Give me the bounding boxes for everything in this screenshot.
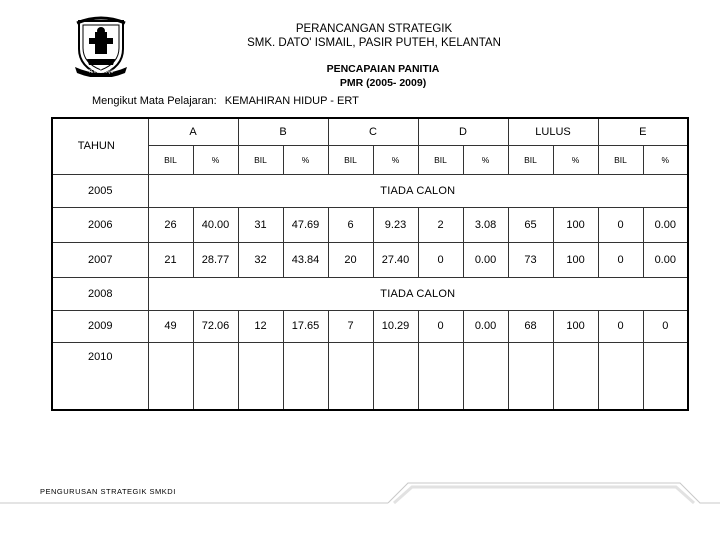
b-pct-cell: 47.69 xyxy=(283,207,328,242)
a-bil-cell: 21 xyxy=(148,242,193,277)
year-cell: 2009 xyxy=(52,310,148,342)
table-row xyxy=(52,310,688,342)
lulus-pct-cell: 100 xyxy=(553,207,598,242)
c-pct-cell: 27.40 xyxy=(373,242,418,277)
lulus-pct-cell: 100 xyxy=(553,242,598,277)
empty-cell xyxy=(508,342,553,410)
subheader-pct: % xyxy=(283,145,328,174)
d-bil-cell: 0 xyxy=(418,310,463,342)
year-cell: 2007 xyxy=(52,242,148,277)
table-row xyxy=(52,174,688,207)
lulus-bil-cell: 73 xyxy=(508,242,553,277)
subheader-row xyxy=(52,145,688,174)
table-row xyxy=(52,342,688,410)
c-pct-cell: 10.29 xyxy=(373,310,418,342)
b-bil-cell: 31 xyxy=(238,207,283,242)
grade-header-lulus: LULUS xyxy=(508,118,598,145)
subheader-pct: % xyxy=(643,145,688,174)
grade-header-b: B xyxy=(238,118,328,145)
empty-cell xyxy=(373,342,418,410)
year-cell: 2005 xyxy=(52,174,148,207)
b-pct-cell: 17.65 xyxy=(283,310,328,342)
table-row xyxy=(52,242,688,277)
subheader-bil: BIL xyxy=(238,145,283,174)
empty-cell xyxy=(238,342,283,410)
e-pct-cell: 0 xyxy=(643,310,688,342)
year-header: TAHUN xyxy=(52,118,148,174)
d-pct-cell: 0.00 xyxy=(463,242,508,277)
subheader-bil: BIL xyxy=(328,145,373,174)
report-title: PENCAPAIAN PANITIA xyxy=(326,63,440,75)
document-title: PERANCANGAN STRATEGIK xyxy=(295,23,453,35)
b-pct-cell: 43.84 xyxy=(283,242,328,277)
empty-cell xyxy=(598,342,643,410)
c-pct-cell: 9.23 xyxy=(373,207,418,242)
year-cell: 2006 xyxy=(52,207,148,242)
subheader-pct: % xyxy=(193,145,238,174)
footer-text: PENGURUSAN STRATEGIK SMKDI xyxy=(40,487,176,496)
grade-header-a: A xyxy=(148,118,238,145)
e-bil-cell: 0 xyxy=(598,207,643,242)
d-bil-cell: 2 xyxy=(418,207,463,242)
c-bil-cell: 20 xyxy=(328,242,373,277)
empty-cell xyxy=(418,342,463,410)
table-row xyxy=(52,207,688,242)
grade-header-c: C xyxy=(328,118,418,145)
school-crest-logo xyxy=(73,15,129,77)
subheader-bil: BIL xyxy=(148,145,193,174)
subheader-pct: % xyxy=(463,145,508,174)
b-bil-cell: 32 xyxy=(238,242,283,277)
d-pct-cell: 0.00 xyxy=(463,310,508,342)
a-pct-cell: 72.06 xyxy=(193,310,238,342)
table-row xyxy=(52,277,688,310)
year-cell: 2008 xyxy=(52,277,148,310)
school-name: SMK. DATO' ISMAIL, PASIR PUTEH, KELANTAN xyxy=(247,37,501,49)
lulus-bil-cell: 68 xyxy=(508,310,553,342)
b-bil-cell: 12 xyxy=(238,310,283,342)
e-bil-cell: 0 xyxy=(598,242,643,277)
subheader-pct: % xyxy=(373,145,418,174)
subheader-pct: % xyxy=(553,145,598,174)
subject-line xyxy=(92,95,359,107)
empty-cell xyxy=(328,342,373,410)
e-bil-cell: 0 xyxy=(598,310,643,342)
subheader-bil: BIL xyxy=(508,145,553,174)
subheader-bil: BIL xyxy=(418,145,463,174)
d-pct-cell: 3.08 xyxy=(463,207,508,242)
empty-cell xyxy=(643,342,688,410)
subject-value: KEMAHIRAN HIDUP - ERT xyxy=(224,95,359,107)
subject-label: Mengikut Mata Pelajaran: xyxy=(92,95,217,107)
no-candidate-cell: TIADA CALON xyxy=(148,174,688,207)
lulus-bil-cell: 65 xyxy=(508,207,553,242)
e-pct-cell: 0.00 xyxy=(643,242,688,277)
results-table xyxy=(51,117,689,411)
report-period: PMR (2005- 2009) xyxy=(339,77,427,89)
subheader-bil: BIL xyxy=(598,145,643,174)
empty-cell xyxy=(553,342,598,410)
c-bil-cell: 7 xyxy=(328,310,373,342)
e-pct-cell: 0.00 xyxy=(643,207,688,242)
a-pct-cell: 28.77 xyxy=(193,242,238,277)
grade-header-d: D xyxy=(418,118,508,145)
empty-cell xyxy=(283,342,328,410)
year-cell: 2010 xyxy=(52,342,148,410)
a-pct-cell: 40.00 xyxy=(193,207,238,242)
empty-cell xyxy=(463,342,508,410)
empty-cell xyxy=(148,342,193,410)
no-candidate-cell: TIADA CALON xyxy=(148,277,688,310)
d-bil-cell: 0 xyxy=(418,242,463,277)
lulus-pct-cell: 100 xyxy=(553,310,598,342)
grade-header-e: E xyxy=(598,118,688,145)
c-bil-cell: 6 xyxy=(328,207,373,242)
grade-header-row xyxy=(52,118,688,145)
crest-motto: TERUS MAJU xyxy=(88,69,114,74)
a-bil-cell: 26 xyxy=(148,207,193,242)
empty-cell xyxy=(193,342,238,410)
a-bil-cell: 49 xyxy=(148,310,193,342)
